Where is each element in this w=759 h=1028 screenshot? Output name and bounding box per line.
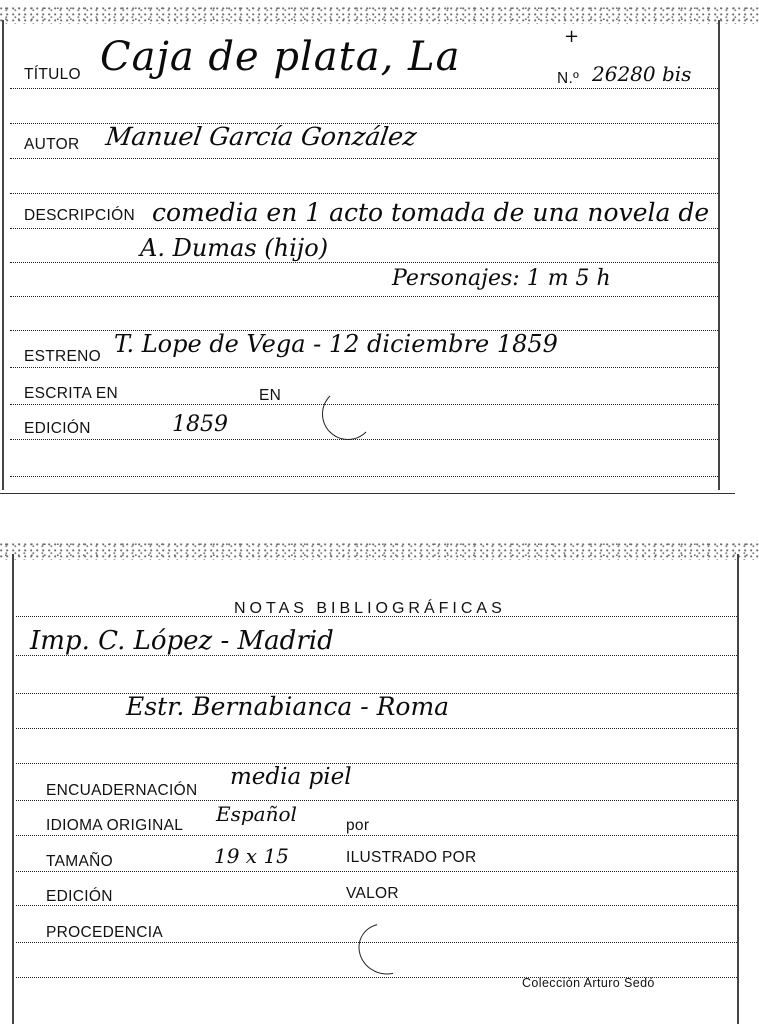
rule-descripcion	[10, 228, 718, 229]
label-ilustrado-por: ILUSTRADO POR	[346, 849, 477, 866]
catalog-card-front	[0, 0, 759, 495]
label-descripcion: DESCRIPCIÓN	[24, 207, 135, 224]
card-left-edge	[12, 554, 14, 1024]
card-top-edge-texture	[0, 6, 759, 24]
handwritten-idioma: Español	[216, 802, 297, 826]
rule-idioma	[16, 835, 737, 836]
catalog-card-back	[0, 530, 759, 1028]
handwritten-descripcion-2: A. Dumas (hijo)	[140, 234, 329, 262]
card-right-edge	[718, 20, 720, 490]
handwritten-autor: Manuel García González	[104, 122, 419, 151]
rule-edicion	[16, 905, 737, 906]
label-procedencia: PROCEDENCIA	[46, 924, 163, 941]
rule-tamano	[16, 871, 737, 872]
card-bottom-edge	[0, 493, 735, 494]
handwritten-titulo: Caja de plata, La	[100, 34, 461, 80]
label-titulo: TÍTULO	[24, 66, 81, 83]
handwritten-tamano: 19 x 15	[214, 844, 289, 868]
card-right-edge	[737, 554, 739, 1024]
card-top-edge-texture	[0, 542, 759, 560]
label-edicion: EDICIÓN	[24, 420, 91, 437]
label-idioma-original: IDIOMA ORIGINAL	[46, 817, 184, 834]
card-left-edge	[2, 20, 4, 490]
rule-encuadernacion	[16, 800, 737, 801]
rule-edicion	[10, 439, 718, 440]
rule-estreno	[10, 367, 718, 368]
handwritten-edicion: 1859	[172, 412, 228, 437]
handwritten-nota-1: Imp. C. López - Madrid	[30, 626, 334, 656]
label-estreno: ESTRENO	[24, 348, 102, 365]
handwritten-numero: 26280 bis	[592, 62, 692, 86]
rule-nota-3	[16, 728, 737, 729]
handwritten-numero-mark: +	[564, 26, 580, 47]
stamp-circle-mark	[322, 388, 374, 440]
notes-title: NOTAS BIBLIOGRÁFICAS	[234, 600, 506, 617]
rule-desc-2	[10, 262, 718, 263]
coleccion-footer: Colección Arturo Sedó	[522, 976, 655, 990]
handwritten-encuadernacion: media piel	[230, 764, 352, 790]
label-por: por	[346, 817, 370, 834]
label-tamano: TAMAÑO	[46, 853, 113, 870]
rule-titulo	[10, 88, 718, 89]
label-en: EN	[259, 387, 282, 404]
handwritten-nota-2: Estr. Bernabianca - Roma	[126, 692, 450, 721]
rule-nota-4	[16, 763, 737, 764]
handwritten-descripcion-1: comedia en 1 acto tomada de una novela de	[152, 198, 710, 227]
handwritten-estreno: T. Lope de Vega - 12 diciembre 1859	[114, 330, 558, 358]
label-valor: VALOR	[346, 885, 399, 902]
label-autor: AUTOR	[24, 136, 80, 153]
label-encuadernacion: ENCUADERNACIÓN	[46, 782, 198, 799]
stamp-circle-mark	[349, 914, 421, 984]
handwritten-personajes: Personajes: 1 m 5 h	[392, 266, 611, 291]
rule-autor	[10, 158, 718, 159]
label-numero: N.º	[557, 70, 580, 87]
rule-desc-3	[10, 296, 718, 297]
rule-blank-2	[10, 193, 718, 194]
rule-blank-3	[10, 476, 718, 477]
label-edicion: EDICIÓN	[46, 888, 113, 905]
label-escrita-en: ESCRITA EN	[24, 385, 119, 402]
